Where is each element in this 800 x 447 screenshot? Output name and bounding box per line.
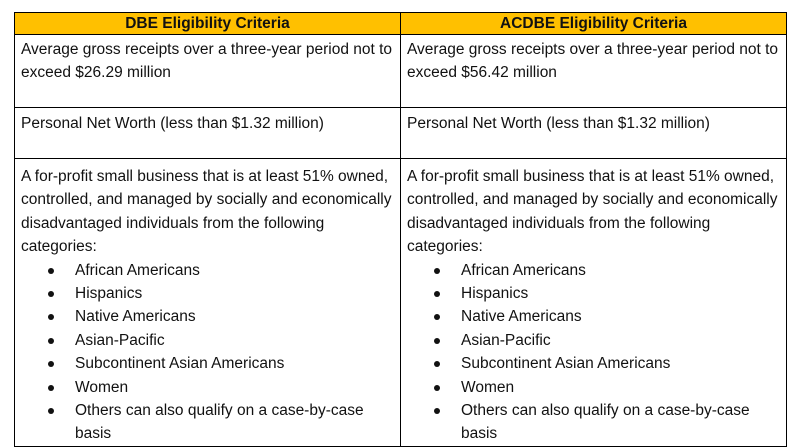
category-label: Subcontinent Asian Americans xyxy=(461,355,671,373)
table-header-row xyxy=(15,13,787,35)
list-item xyxy=(407,376,780,399)
bullet-icon xyxy=(434,338,440,344)
category-label: African Americans xyxy=(75,261,200,279)
category-label: Native Americans xyxy=(75,308,196,326)
dbe-gross-receipts-cell xyxy=(15,35,401,108)
dbe-gross-receipts-text: Average gross receipts over a three-year period not to exceed $26.29 million xyxy=(21,41,393,82)
list-item xyxy=(21,259,394,282)
list-item xyxy=(407,399,780,446)
bullet-icon xyxy=(434,408,440,414)
list-item xyxy=(407,282,780,305)
acdbe-gross-receipts-text: Average gross receipts over a three-year period not to exceed $56.42 million xyxy=(407,41,779,82)
list-item xyxy=(21,399,394,446)
bullet-icon xyxy=(434,385,440,391)
category-label: Subcontinent Asian Americans xyxy=(75,355,285,373)
dbe-category-list xyxy=(21,259,394,446)
dbe-net-worth-cell xyxy=(15,108,401,159)
net-worth-row xyxy=(15,108,787,159)
acdbe-net-worth-cell xyxy=(401,108,787,159)
category-label: Hispanics xyxy=(461,285,529,303)
ownership-row xyxy=(15,159,787,447)
bullet-icon xyxy=(48,314,54,320)
bullet-icon xyxy=(48,361,54,367)
bullet-icon xyxy=(48,385,54,391)
category-label: Asian-Pacific xyxy=(461,331,551,349)
dbe-net-worth-text: Personal Net Worth (less than $1.32 million) xyxy=(21,115,324,132)
category-label: Others can also qualify on a case-by-case basis xyxy=(75,402,364,443)
acdbe-ownership-intro: A for-profit small business that is at least 51% owned, controlled, and managed by socially and economically disadvantaged individuals from the following categories: xyxy=(407,168,778,256)
list-item xyxy=(21,329,394,352)
bullet-icon xyxy=(434,268,440,274)
dbe-header: DBE Eligibility Criteria xyxy=(15,13,401,35)
bullet-icon xyxy=(48,291,54,297)
eligibility-criteria-table xyxy=(14,12,787,447)
category-label: African Americans xyxy=(461,261,586,279)
gross-receipts-row xyxy=(15,35,787,108)
category-label: Others can also qualify on a case-by-case basis xyxy=(461,402,750,443)
dbe-ownership-intro: A for-profit small business that is at least 51% owned, controlled, and managed by socially and economically disadvantaged individuals from the following categories: xyxy=(21,168,392,256)
acdbe-net-worth-text: Personal Net Worth (less than $1.32 million) xyxy=(407,115,710,132)
acdbe-category-list xyxy=(407,259,780,446)
bullet-icon xyxy=(434,314,440,320)
bullet-icon xyxy=(48,338,54,344)
acdbe-header: ACDBE Eligibility Criteria xyxy=(401,13,787,35)
list-item xyxy=(407,329,780,352)
category-label: Native Americans xyxy=(461,308,582,326)
bullet-icon xyxy=(48,408,54,414)
list-item xyxy=(21,352,394,375)
dbe-ownership-cell xyxy=(15,159,401,447)
bullet-icon xyxy=(48,268,54,274)
list-item xyxy=(21,282,394,305)
list-item xyxy=(407,259,780,282)
list-item xyxy=(21,376,394,399)
list-item xyxy=(21,305,394,328)
category-label: Women xyxy=(75,378,129,396)
acdbe-gross-receipts-cell xyxy=(401,35,787,108)
category-label: Women xyxy=(461,378,515,396)
list-item xyxy=(407,352,780,375)
acdbe-ownership-cell xyxy=(401,159,787,447)
category-label: Hispanics xyxy=(75,285,143,303)
list-item xyxy=(407,305,780,328)
category-label: Asian-Pacific xyxy=(75,331,165,349)
bullet-icon xyxy=(434,361,440,367)
bullet-icon xyxy=(434,291,440,297)
